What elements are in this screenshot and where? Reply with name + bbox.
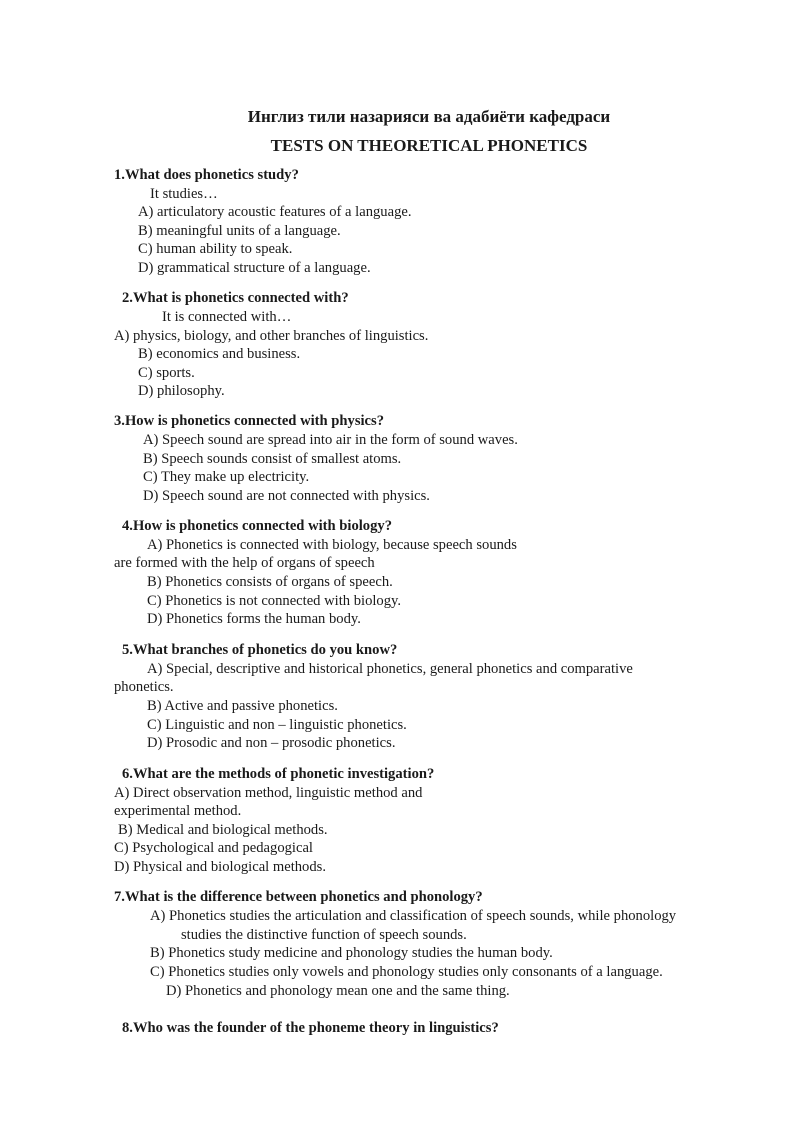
question-6-option-a: A) Direct observation method, linguistic method and: [114, 785, 423, 801]
question-5-option-d: D) Prosodic and non – prosodic phonetics.: [147, 735, 396, 751]
question-4-option-b: B) Phonetics consists of organs of speech.: [147, 574, 393, 590]
question-3-option-b: B) Speech sounds consist of smallest atoms.: [143, 451, 402, 467]
question-6: 6.What are the methods of phonetic investigation?: [122, 766, 435, 782]
question-1-stem: It studies…: [150, 186, 218, 202]
department-title: Инглиз тили назарияси ва адабиёти кафедраси: [247, 107, 611, 126]
question-7-option-d: D) Phonetics and phonology mean one and the same thing.: [166, 983, 510, 999]
question-5-option-a: A) Special, descriptive and historical phonetics, general phonetics and comparative: [147, 661, 633, 677]
question-5: 5.What branches of phonetics do you know?: [122, 642, 398, 658]
question-3-option-c: C) They make up electricity.: [143, 469, 310, 485]
question-6-option-a-continued: experimental method.: [114, 803, 242, 819]
question-4-option-a: A) Phonetics is connected with biology, because speech sounds: [147, 537, 517, 553]
question-2-option-b: B) economics and business.: [138, 346, 301, 362]
question-2-stem: It is connected with…: [162, 309, 292, 325]
question-7: 7.What is the difference between phonetics and phonology?: [114, 889, 483, 905]
question-6-option-b: B) Medical and biological methods.: [118, 822, 328, 838]
question-4: 4.How is phonetics connected with biology?: [122, 518, 392, 534]
question-1: 1.What does phonetics study?: [114, 167, 299, 183]
question-7-option-a-continued: studies the distinctive function of speech sounds.: [181, 927, 467, 943]
question-4-option-d: D) Phonetics forms the human body.: [147, 611, 361, 627]
question-4-option-a-continued: are formed with the help of organs of speech: [114, 555, 375, 571]
question-3-option-d: D) Speech sound are not connected with physics.: [143, 488, 430, 504]
question-2-option-a: A) physics, biology, and other branches of linguistics.: [114, 328, 429, 344]
question-6-option-c: C) Psychological and pedagogical: [114, 840, 313, 856]
question-7-option-a: A) Phonetics studies the articulation and classification of speech sounds, while phonology: [150, 908, 677, 924]
question-4-option-c: C) Phonetics is not connected with biology.: [147, 593, 402, 609]
question-8: 8.Who was the founder of the phoneme theory in linguistics?: [122, 1020, 499, 1036]
question-5-option-c: C) Linguistic and non – linguistic phonetics.: [147, 717, 407, 733]
question-7-option-c: C) Phonetics studies only vowels and phonology studies only consonants of a language.: [150, 964, 663, 980]
question-1-option-a: A) articulatory acoustic features of a language.: [138, 204, 412, 220]
question-3: 3.How is phonetics connected with physics?: [114, 413, 385, 429]
question-6-option-d: D) Physical and biological methods.: [114, 859, 326, 875]
question-5-option-b: B) Active and passive phonetics.: [147, 698, 338, 714]
question-2-option-d: D) philosophy.: [138, 383, 225, 399]
question-1-option-d: D) grammatical structure of a language.: [138, 260, 371, 276]
question-7-option-b: B) Phonetics study medicine and phonology studies the human body.: [150, 945, 553, 961]
question-2: 2.What is phonetics connected with?: [122, 290, 349, 306]
question-3-option-a: A) Speech sound are spread into air in the form of sound waves.: [143, 432, 518, 448]
question-1-option-c: C) human ability to speak.: [138, 241, 293, 257]
question-1-option-b: B) meaningful units of a language.: [138, 223, 341, 239]
question-5-option-a-continued: phonetics.: [114, 679, 174, 695]
document-title: TESTS ON THEORETICAL PHONETICS: [270, 136, 588, 155]
question-2-option-c: C) sports.: [138, 365, 195, 381]
